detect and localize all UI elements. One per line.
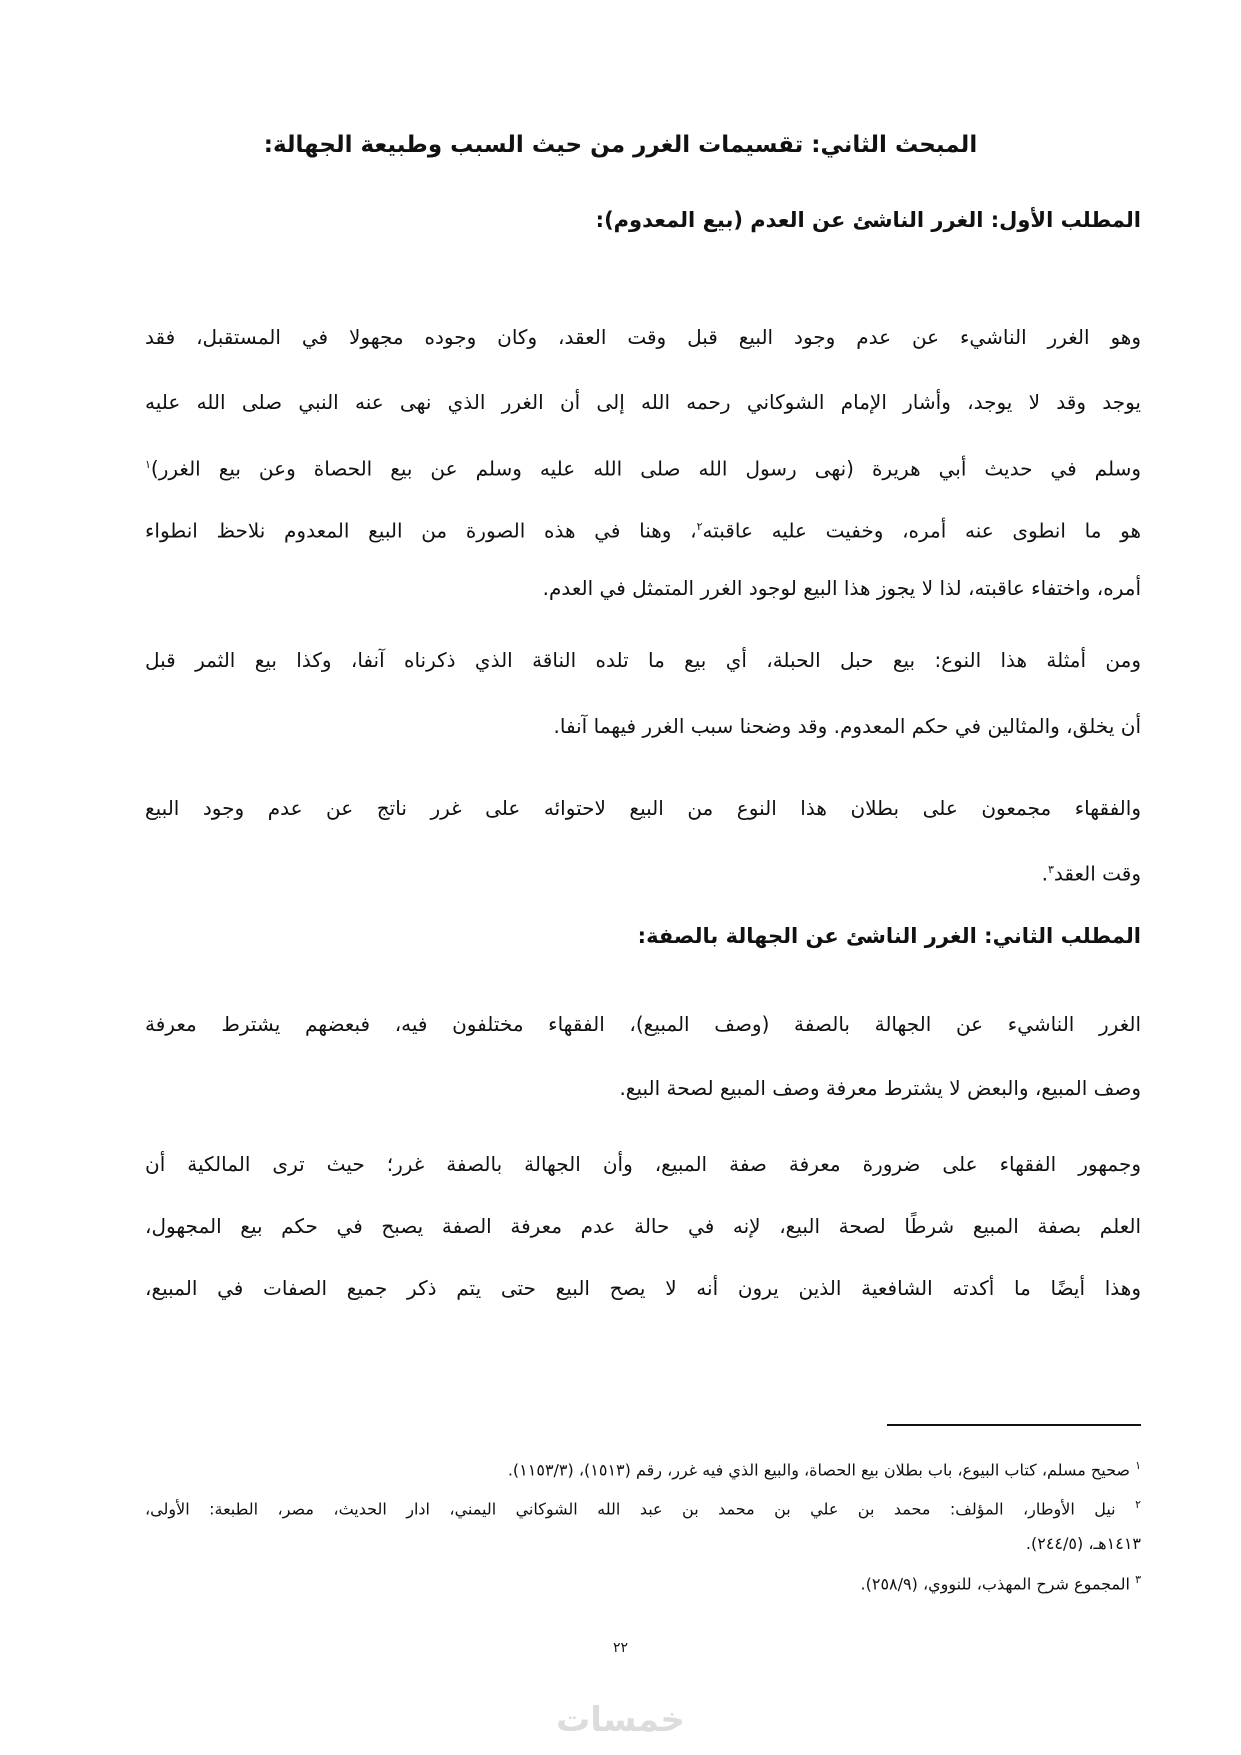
- paragraph-line: والفقهاء مجمعون على بطلان هذا النوع من البيع لاحتوائه على غرر ناتج عن عدم وجود البيع: [145, 796, 1141, 820]
- period: .: [1041, 861, 1048, 886]
- footnote-ref[interactable]: ٣: [1047, 863, 1054, 876]
- footnote-number: ٢: [1135, 1498, 1141, 1511]
- section-heading-1: المطلب الأول: الغرر الناشئ عن العدم (بيع المعدوم):: [595, 208, 1141, 232]
- paragraph-line: يوجد وقد لا يوجد، وأشار الإمام الشوكاني رحمه الله إلى أن الغرر الذي نهى عنه النبي صلى الله عليه: [145, 390, 1141, 414]
- footnote-text: صحيح مسلم، كتاب البيوع، باب بطلان بيع الحصاة، والبيع الذي فيه غرر، رقم (١٥١٣)، (١١٥٣/٣).: [507, 1460, 1130, 1480]
- footnote-text: المجموع شرح المهذب، للنووي، (٢٥٨/٩).: [860, 1574, 1130, 1594]
- footnote-3: [145, 1568, 1141, 1596]
- line-text: وسلم في حديث أبي هريرة (نهى رسول الله صلى الله عليه وسلم عن بيع الحصاة وعن بيع الغرر): [150, 456, 1141, 481]
- footnote-ref[interactable]: ٢: [696, 520, 703, 533]
- line-text: هو ما انطوى عنه أمره، وخفيت عليه عاقبته: [702, 518, 1141, 543]
- paragraph-line: وصف المبيع، والبعض لا يشترط معرفة وصف المبيع لصحة البيع.: [619, 1076, 1141, 1100]
- paragraph-line: وجمهور الفقهاء على ضرورة معرفة صفة المبيع، وأن الجهالة بالصفة غرر؛ حيث ترى المالكية أن: [145, 1152, 1141, 1176]
- footnote-2-cont: ١٤١٣هـ، (٢٤٤/٥).: [1025, 1534, 1141, 1553]
- paragraph-line: أن يخلق، والمثالين في حكم المعدوم. وقد وضحنا سبب الغرر فيهما آنفا.: [553, 714, 1141, 738]
- footnote-number: ١: [1135, 1459, 1141, 1472]
- footnote-number: ٣: [1135, 1573, 1141, 1586]
- footnote-separator: [887, 1424, 1141, 1426]
- footnote-2: [145, 1493, 1141, 1521]
- section-heading-2: المطلب الثاني: الغرر الناشئ عن الجهالة بالصفة:: [637, 924, 1141, 948]
- watermark-logo: خمسات: [556, 1700, 685, 1740]
- paragraph-line: وهو الغرر الناشيء عن عدم وجود البيع قبل وقت العقد، وكان وجوده مجهولا في المستقبل، فقد: [145, 325, 1141, 349]
- footnote-1: [145, 1454, 1141, 1482]
- paragraph-line: [145, 450, 1141, 484]
- page-number: ٢٢: [612, 1640, 629, 1656]
- footnote-text: نيل الأوطار، المؤلف: محمد بن علي بن محمد بن عبد الله الشوكاني اليمني، ادار الحديث، مصر، الطبعة: الأولى،: [145, 1499, 1116, 1519]
- paragraph-line: وهذا أيضًا ما أكدته الشافعية الذين يرون أنه لا يصح البيع حتى يتم ذكر جميع الصفات في المبيع،: [145, 1276, 1141, 1300]
- line-text: وقت العقد: [1053, 861, 1141, 886]
- paragraph-line: ومن أمثلة هذا النوع: بيع حبل الحبلة، أي بيع ما تلده الناقة الذي ذكرناه آنفا، وكذا بيع الثمر قبل: [145, 648, 1141, 672]
- line-text: ، وهنا في هذه الصورة من البيع المعدوم نلاحظ انطواء: [145, 518, 697, 543]
- paragraph-line: العلم بصفة المبيع شرطًا لصحة البيع، لإنه في حالة عدم معرفة الصفة يصبح في حكم بيع المجهول،: [145, 1214, 1141, 1238]
- paragraph-line: [145, 855, 1141, 889]
- footnote-ref[interactable]: ١: [145, 458, 151, 471]
- paragraph-line: [145, 512, 1141, 546]
- paragraph-line: أمره، واختفاء عاقبته، لذا لا يجوز هذا البيع لوجود الغرر المتمثل في العدم.: [542, 576, 1141, 600]
- paragraph-line: الغرر الناشيء عن الجهالة بالصفة (وصف المبيع)، الفقهاء مختلفون فيه، فبعضهم يشترط معرفة: [145, 1012, 1141, 1036]
- page-title: المبحث الثاني: تقسيمات الغرر من حيث السبب وطبيعة الجهالة:: [263, 132, 978, 158]
